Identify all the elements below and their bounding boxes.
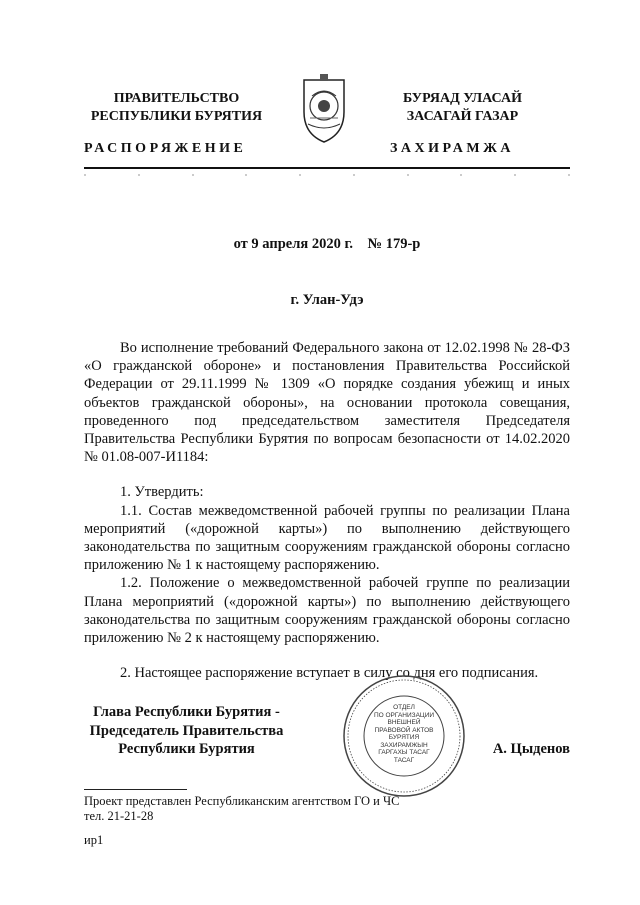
header-left-line2: РЕСПУБЛИКИ БУРЯТИЯ bbox=[90, 109, 263, 124]
stamp-line8: ТАСАГ bbox=[393, 756, 415, 764]
official-stamp bbox=[342, 674, 466, 798]
item-1: 1. Утвердить: bbox=[120, 484, 204, 501]
stamp-line7: ГАРГАХЫ ТАСАГ bbox=[378, 749, 430, 756]
header-left-title bbox=[84, 90, 269, 126]
document-body bbox=[84, 339, 570, 682]
intro-paragraph: Во исполнение требований Федерального закона от 12.02.1998 № 28-ФЗ «О гражданской обороне» и постановления Правительства Российской Федерации от 29.11.1999 № 1309 «О порядке создания убежищ и иных объектов гражданской обороны», на основании протокола совещания, проведенного под председательством заместителя Председателя Правительства Республики Бурятия по вопросам безопасности от 14.02.2020 № 01.08-007-И1184: bbox=[84, 340, 570, 466]
footer-code: ир1 bbox=[84, 833, 104, 847]
signature-title bbox=[84, 703, 289, 759]
footer-line1: Проект представлен Республиканским агентством ГО и ЧС bbox=[84, 794, 400, 808]
header-left-line1: ПРАВИТЕЛЬСТВО bbox=[113, 91, 240, 106]
stamp-line4: ПРАВОВОЙ АКТОВ bbox=[374, 726, 434, 734]
footer-line2: тел. 21-21-28 bbox=[84, 809, 154, 823]
footer-note bbox=[84, 794, 399, 824]
signature-title-line1: Глава Республики Бурятия - bbox=[93, 704, 280, 720]
header-right-line1: БУРЯАД УЛАСАЙ bbox=[403, 91, 522, 106]
header-dotted-line bbox=[84, 174, 570, 178]
stamp-line6: ЗАХИРАМЖЫН bbox=[380, 741, 428, 749]
stamp-line5: БУРЯТИЯ bbox=[388, 734, 420, 741]
signatory-name: А. Цыденов bbox=[492, 741, 570, 757]
item-1-2: 1.2. Положение о межведомственной рабочей группе по реализации Плана мероприятий («дорожной карты») по выполнению действующего законодательства по защитным сооружениям гражданской обороны согласно приложению № 2 к настоящему распоряжению. bbox=[84, 575, 570, 647]
signature-title-line3: Республики Бурятия bbox=[118, 741, 255, 757]
stamp-line1: ОТДЕЛ bbox=[393, 704, 415, 711]
header-right-doc-type: ЗАХИРАМЖА bbox=[390, 141, 515, 156]
header-left-doc-type: РАСПОРЯЖЕНИЕ bbox=[84, 141, 247, 156]
header-divider bbox=[84, 167, 570, 169]
stamp-line2: ПО ОРГАНИЗАЦИИ bbox=[373, 711, 435, 719]
date-number: от 9 апреля 2020 г. № 179-р bbox=[233, 236, 421, 252]
header-right-title bbox=[390, 90, 535, 126]
item-1-1: 1.1. Состав межведомственной рабочей группы по реализации Плана мероприятий («дорожной карты») по выполнению действующего законодательства по защитным сооружениям гражданской обороны согласно приложению № 1 к настоящему распоряжению. bbox=[84, 502, 570, 574]
city: г. Улан-Удэ bbox=[290, 292, 364, 308]
header-right-line2: ЗАСАГАЙ ГАЗАР bbox=[406, 109, 519, 124]
item-2: 2. Настоящее распоряжение вступает в силу со дня его подписания. bbox=[120, 665, 539, 682]
stamp-line3: ВНЕШНЕЙ bbox=[387, 719, 421, 726]
footer-divider bbox=[84, 789, 187, 790]
coat-of-arms-icon bbox=[298, 72, 350, 144]
signature-title-line2: Председатель Правительства bbox=[89, 722, 284, 739]
